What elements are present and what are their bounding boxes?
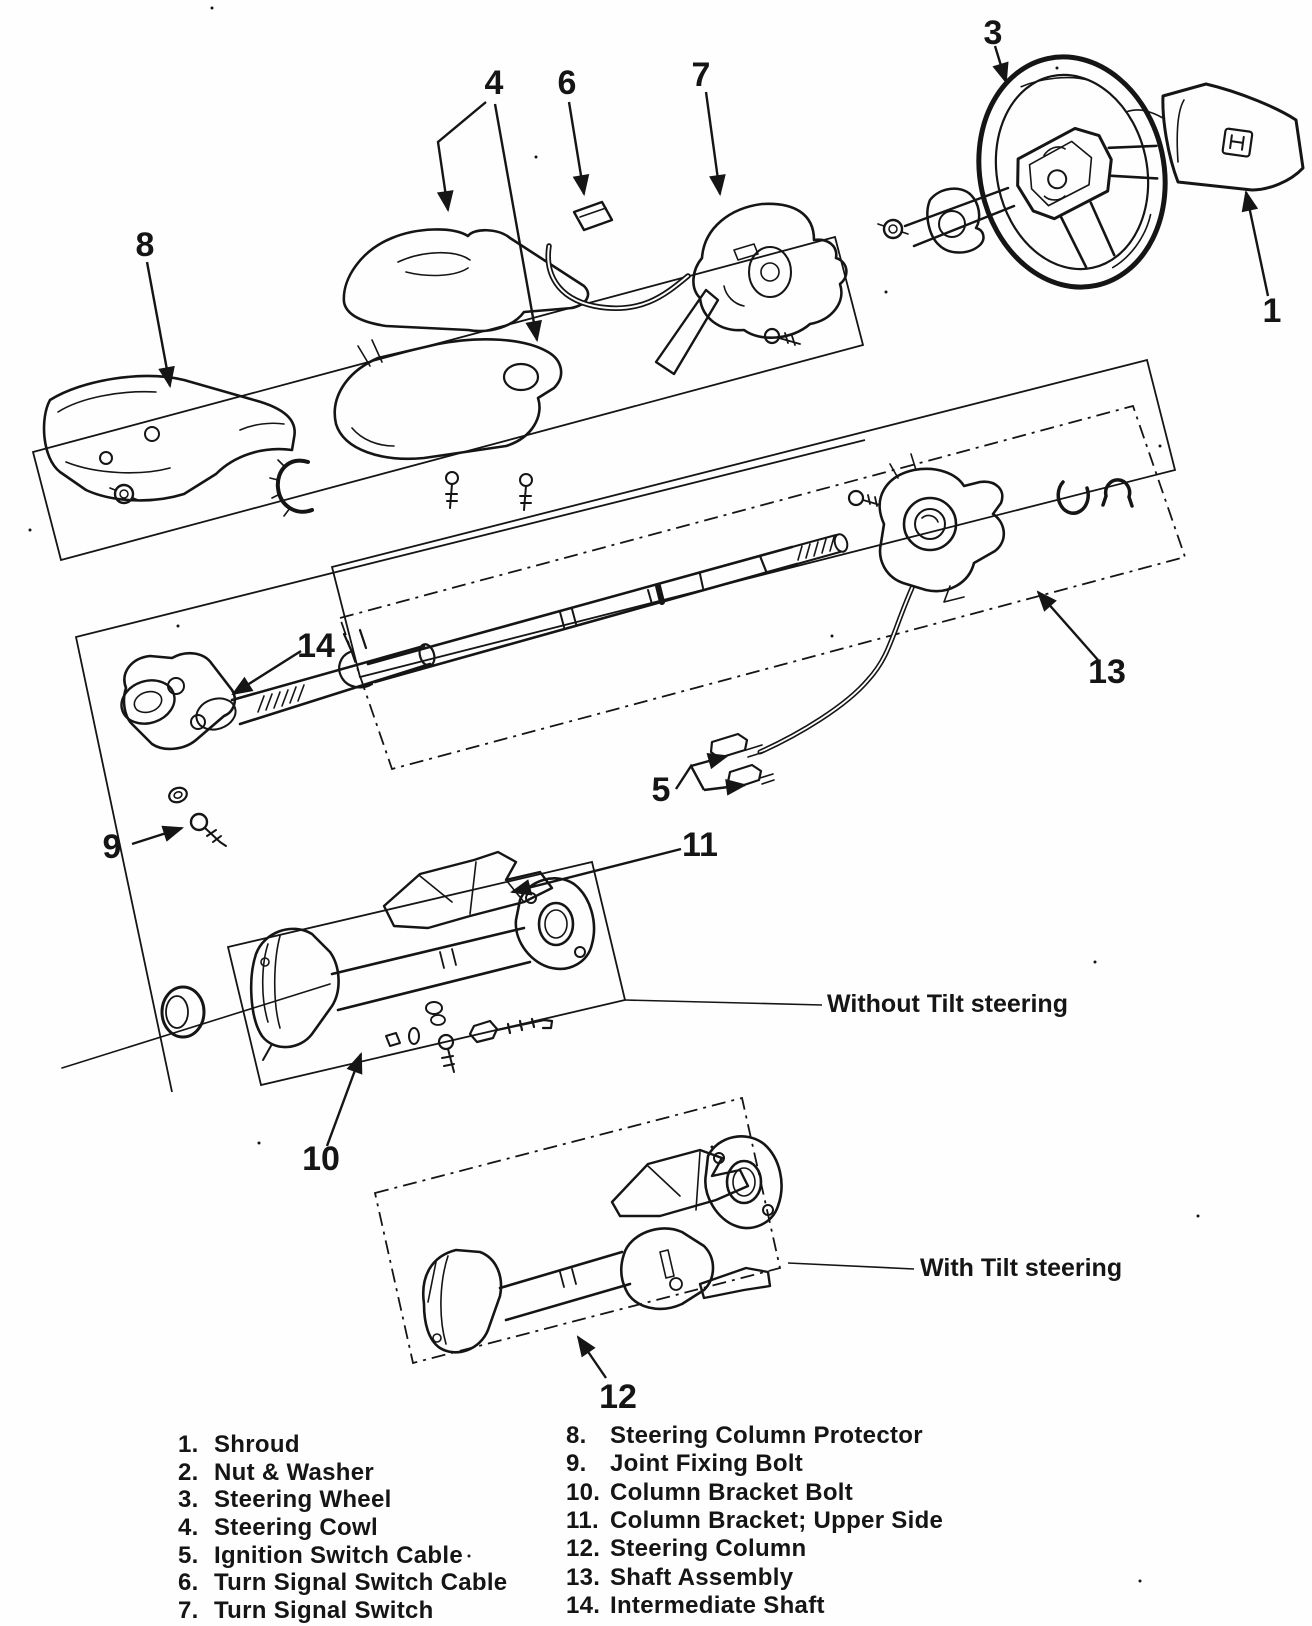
ignition-switch-cable	[711, 588, 912, 788]
legend-label: Steering Cowl	[214, 1514, 378, 1541]
callout-5: 5	[651, 771, 671, 809]
main-shaft	[368, 547, 797, 682]
legend-num: 12.	[566, 1535, 601, 1562]
wheel-spoke-right	[1106, 138, 1163, 188]
legend-label: Turn Signal Switch Cable	[214, 1569, 508, 1596]
pad-wire	[1126, 110, 1163, 118]
legend-num: 3.	[178, 1486, 199, 1513]
legend-num: 10.	[566, 1479, 601, 1506]
arrow-11	[512, 849, 681, 892]
legend-label: Shaft Assembly	[610, 1564, 794, 1591]
legend-label: Steering Wheel	[214, 1486, 392, 1513]
axis-line	[62, 984, 330, 1068]
legend-label: Steering Column	[610, 1535, 807, 1562]
legend-num: 14.	[566, 1592, 601, 1619]
callout-7: 7	[691, 56, 711, 94]
legend-label: Ignition Switch Cable	[214, 1542, 463, 1569]
turn-signal-stalk	[656, 290, 718, 374]
arrow-12	[578, 1337, 606, 1378]
callout-13: 13	[1088, 653, 1126, 691]
arrow-4b	[495, 104, 537, 340]
shaft-outer-box	[332, 360, 1175, 677]
with-tilt-label: With Tilt steering	[920, 1254, 1123, 1282]
shaft-assembly-box	[340, 406, 1185, 769]
column-bell	[251, 929, 338, 1047]
callout-12: 12	[599, 1378, 637, 1416]
variant-labels	[827, 990, 1122, 1282]
without-tilt-label: Without Tilt steering	[827, 990, 1068, 1018]
steering-column-protector	[44, 376, 312, 516]
arrow-5-bracket	[676, 766, 704, 790]
callout-6: 6	[557, 64, 577, 102]
tilt-tube	[500, 1252, 630, 1320]
horn-pad	[1126, 84, 1303, 190]
legend-label: Nut & Washer	[214, 1459, 375, 1486]
legend-label: Shroud	[214, 1431, 300, 1458]
steering-wheel	[958, 39, 1186, 304]
parts-legend	[178, 1422, 943, 1624]
callout-3: 3	[983, 14, 1003, 52]
arrow-1	[1246, 192, 1268, 296]
arrow-4a	[438, 102, 486, 210]
bracket-washers	[386, 1028, 419, 1046]
legend-num: 2.	[178, 1459, 199, 1486]
callout-10: 10	[302, 1140, 340, 1178]
u-joint-body	[124, 653, 235, 749]
ignition-switch	[849, 454, 1132, 602]
scan-noise	[29, 7, 1200, 1583]
legend-num: 6.	[178, 1569, 199, 1596]
legend-label: Intermediate Shaft	[610, 1592, 825, 1619]
arrow-13	[1038, 592, 1098, 660]
h-logo	[1222, 128, 1252, 157]
turn-signal-switch	[656, 204, 846, 374]
steering-cowl-lower	[335, 339, 561, 510]
legend-num: 13.	[566, 1564, 601, 1591]
callout-4: 4	[484, 64, 504, 102]
without-tilt-box	[228, 862, 625, 1085]
callout-11: 11	[682, 826, 718, 864]
legend-num: 11.	[566, 1507, 599, 1534]
with-tilt-box	[375, 1098, 780, 1363]
legend-num: 4.	[178, 1514, 199, 1541]
arrow-9	[132, 828, 182, 844]
joint-fixing-bolt	[167, 785, 226, 846]
spline-hatch	[258, 685, 304, 712]
exploded-view-boxes	[33, 237, 1185, 1363]
column-stub	[905, 188, 1014, 246]
legend-num: 9.	[566, 1450, 587, 1477]
arrow-6	[569, 102, 584, 194]
hanging-bolt	[426, 1002, 454, 1072]
arrow-8	[147, 262, 170, 386]
column-tube	[332, 928, 530, 1010]
legend-label: Column Bracket Bolt	[610, 1479, 854, 1506]
column-bracket-bolt	[470, 1019, 552, 1042]
legend-num: 5.	[178, 1542, 199, 1569]
legend-label: Column Bracket; Upper Side	[610, 1507, 944, 1534]
legend-num: 7.	[178, 1597, 199, 1624]
legend-num: 1.	[178, 1431, 199, 1458]
arrow-7	[706, 92, 720, 194]
protector-clamp	[270, 460, 312, 516]
with-tilt-leader	[788, 1263, 914, 1269]
cable-clip	[574, 202, 612, 230]
callout-8: 8	[135, 226, 155, 264]
horn-button	[1047, 169, 1068, 190]
cowl-screws	[446, 472, 532, 510]
snap-ring	[1058, 482, 1088, 513]
without-tilt-leader	[625, 1000, 822, 1005]
switch-mount-bolt	[849, 491, 880, 506]
arrow-5a	[691, 756, 727, 766]
legend-label: Steering Column Protector	[610, 1422, 923, 1449]
legend-num: 8.	[566, 1422, 587, 1449]
cable-connectors	[711, 734, 774, 788]
arrow-14	[233, 651, 301, 694]
callout-14: 14	[297, 627, 335, 665]
column-without-tilt	[62, 852, 594, 1072]
column-with-tilt	[423, 1136, 781, 1352]
legend-label: Turn Signal Switch	[214, 1597, 434, 1624]
callout-1: 1	[1262, 292, 1282, 330]
turn-signal-cable	[548, 202, 688, 308]
callout-9: 9	[102, 828, 122, 866]
callout-arrows	[132, 46, 1268, 1378]
legend-label: Joint Fixing Bolt	[610, 1450, 804, 1477]
shaft-assembly	[339, 533, 849, 688]
